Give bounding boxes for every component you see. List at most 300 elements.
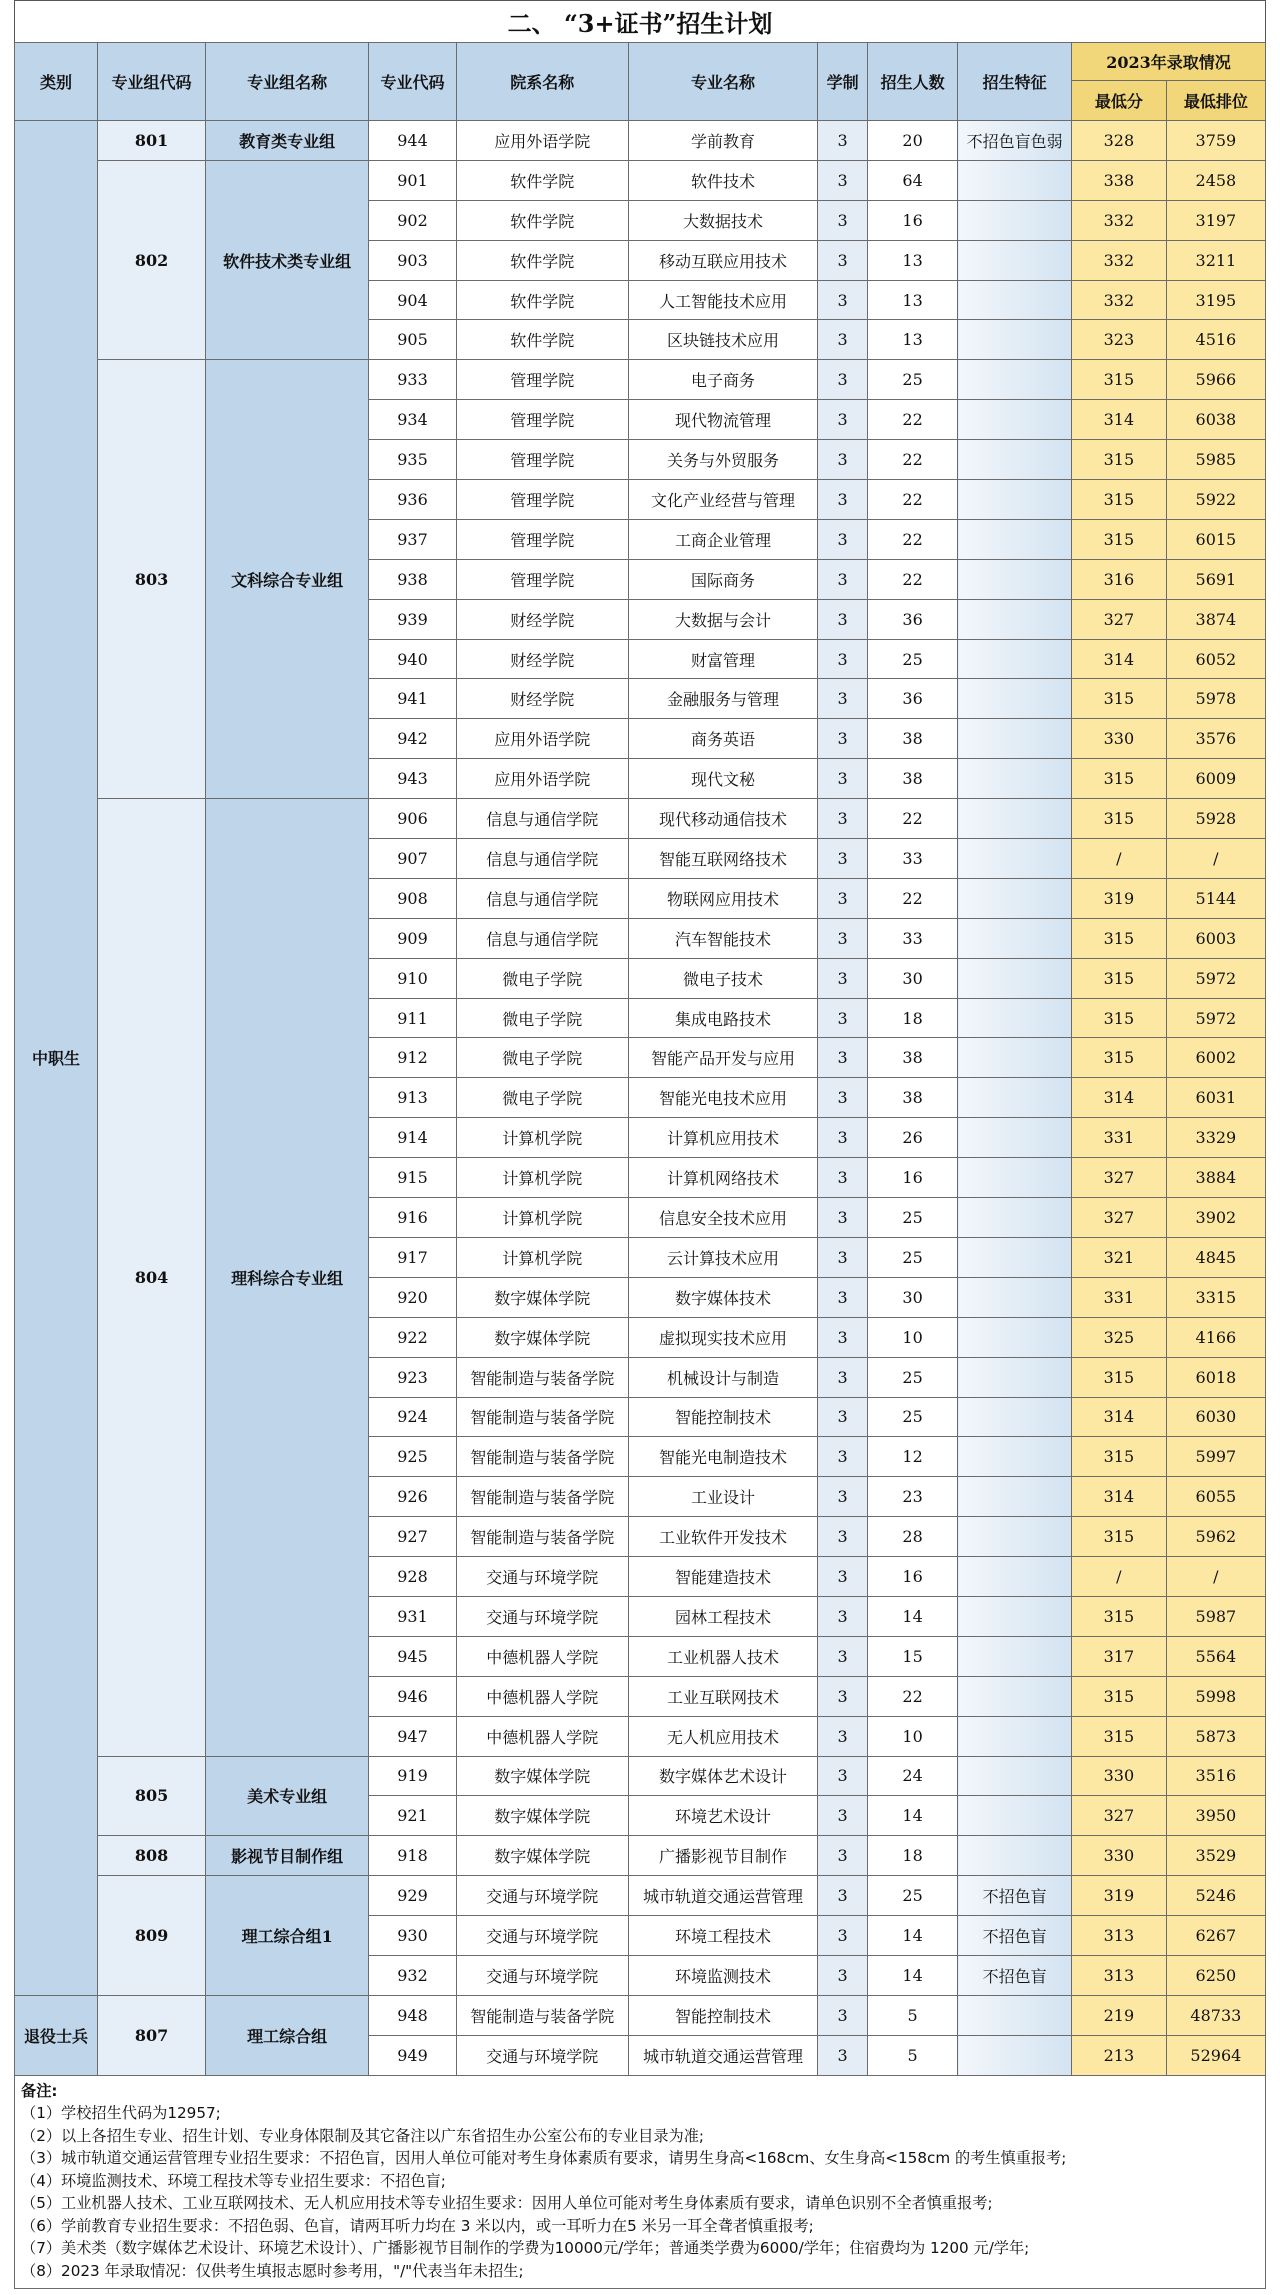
years-cell: 3 <box>818 1397 868 1437</box>
plan-cell: 14 <box>867 1916 957 1956</box>
years-cell: 3 <box>818 200 868 240</box>
major-code-cell: 931 <box>369 1596 456 1636</box>
dept-cell: 软件学院 <box>456 160 628 200</box>
dept-cell: 智能制造与装备学院 <box>456 1437 628 1477</box>
major-code-cell: 913 <box>369 1078 456 1118</box>
min-score-cell: 317 <box>1071 1636 1166 1676</box>
table-row <box>15 360 1266 400</box>
major-code-cell: 948 <box>369 1995 456 2035</box>
years-cell: 3 <box>818 599 868 639</box>
feature-cell <box>958 839 1072 879</box>
major-name-cell: 环境艺术设计 <box>628 1796 818 1836</box>
min-rank-cell: 3195 <box>1166 280 1265 320</box>
header-years: 学制 <box>818 43 868 121</box>
feature-cell <box>958 280 1072 320</box>
min-score-cell: 315 <box>1071 679 1166 719</box>
min-rank-cell: 5997 <box>1166 1437 1265 1477</box>
years-cell: 3 <box>818 958 868 998</box>
years-cell: 3 <box>818 1756 868 1796</box>
plan-cell: 14 <box>867 1596 957 1636</box>
min-rank-cell: 6250 <box>1166 1955 1265 1995</box>
plan-cell: 22 <box>867 519 957 559</box>
header-admit-2023: 2023年录取情况 <box>1071 43 1265 81</box>
min-score-cell: 213 <box>1071 2035 1166 2075</box>
table-row <box>15 160 1266 200</box>
plan-cell: 18 <box>867 998 957 1038</box>
plan-cell: 5 <box>867 2035 957 2075</box>
years-cell: 3 <box>818 1596 868 1636</box>
note-line: （2）以上各招生专业、招生计划、专业身体限制及其它备注以广东省招生办公室公布的专业目录为准; <box>21 2126 705 2145</box>
plan-cell: 15 <box>867 1636 957 1676</box>
min-rank-cell: 3576 <box>1166 719 1265 759</box>
min-score-cell: 314 <box>1071 1078 1166 1118</box>
min-score-cell: 319 <box>1071 878 1166 918</box>
header-group-name: 专业组名称 <box>205 43 368 121</box>
dept-cell: 财经学院 <box>456 639 628 679</box>
major-code-cell: 927 <box>369 1517 456 1557</box>
plan-cell: 38 <box>867 1078 957 1118</box>
major-code-cell: 910 <box>369 958 456 998</box>
min-score-cell: 315 <box>1071 998 1166 1038</box>
group-code-cell: 809 <box>98 1876 206 1996</box>
major-code-cell: 915 <box>369 1158 456 1198</box>
group-code-cell: 804 <box>98 799 206 1756</box>
feature-cell <box>958 1357 1072 1397</box>
years-cell: 3 <box>818 878 868 918</box>
group-code-cell: 808 <box>98 1836 206 1876</box>
feature-cell: 不招色盲 <box>958 1916 1072 1956</box>
feature-cell <box>958 1796 1072 1836</box>
major-name-cell: 国际商务 <box>628 559 818 599</box>
plan-cell: 13 <box>867 280 957 320</box>
major-code-cell: 923 <box>369 1357 456 1397</box>
years-cell: 3 <box>818 1836 868 1876</box>
category-cell: 中职生 <box>15 121 98 1996</box>
dept-cell: 应用外语学院 <box>456 121 628 161</box>
major-name-cell: 文化产业经营与管理 <box>628 480 818 520</box>
feature-cell <box>958 1038 1072 1078</box>
min-score-cell: 327 <box>1071 1198 1166 1238</box>
years-cell: 3 <box>818 1636 868 1676</box>
min-rank-cell: 6002 <box>1166 1038 1265 1078</box>
major-name-cell: 城市轨道交通运营管理 <box>628 2035 818 2075</box>
admission-plan-sheet <box>14 0 1266 2289</box>
min-score-cell: 328 <box>1071 121 1166 161</box>
major-name-cell: 现代文秘 <box>628 759 818 799</box>
plan-cell: 14 <box>867 1796 957 1836</box>
feature-cell <box>958 1158 1072 1198</box>
feature-cell <box>958 400 1072 440</box>
min-score-cell: 330 <box>1071 1836 1166 1876</box>
years-cell: 3 <box>818 839 868 879</box>
min-rank-cell: 6038 <box>1166 400 1265 440</box>
plan-cell: 5 <box>867 1995 957 2035</box>
major-code-cell: 917 <box>369 1237 456 1277</box>
plan-cell: 22 <box>867 878 957 918</box>
major-code-cell: 924 <box>369 1397 456 1437</box>
dept-cell: 软件学院 <box>456 280 628 320</box>
dept-cell: 微电子学院 <box>456 958 628 998</box>
feature-cell <box>958 240 1072 280</box>
min-score-cell: 332 <box>1071 200 1166 240</box>
min-rank-cell: 6003 <box>1166 918 1265 958</box>
major-code-cell: 932 <box>369 1955 456 1995</box>
major-name-cell: 微电子技术 <box>628 958 818 998</box>
table-row <box>15 1836 1266 1876</box>
years-cell: 3 <box>818 1038 868 1078</box>
min-score-cell: 338 <box>1071 160 1166 200</box>
major-code-cell: 929 <box>369 1876 456 1916</box>
major-name-cell: 智能产品开发与应用 <box>628 1038 818 1078</box>
feature-cell <box>958 200 1072 240</box>
feature-cell <box>958 1437 1072 1477</box>
major-code-cell: 934 <box>369 400 456 440</box>
dept-cell: 软件学院 <box>456 200 628 240</box>
major-name-cell: 人工智能技术应用 <box>628 280 818 320</box>
dept-cell: 应用外语学院 <box>456 719 628 759</box>
plan-cell: 13 <box>867 320 957 360</box>
feature-cell <box>958 1596 1072 1636</box>
feature-cell <box>958 2035 1072 2075</box>
major-code-cell: 922 <box>369 1317 456 1357</box>
years-cell: 3 <box>818 1557 868 1597</box>
feature-cell <box>958 1756 1072 1796</box>
feature-cell <box>958 1676 1072 1716</box>
min-rank-cell: 3197 <box>1166 200 1265 240</box>
feature-cell <box>958 160 1072 200</box>
major-name-cell: 工业设计 <box>628 1477 818 1517</box>
years-cell: 3 <box>818 679 868 719</box>
min-rank-cell: 5966 <box>1166 360 1265 400</box>
feature-cell <box>958 679 1072 719</box>
major-name-cell: 云计算技术应用 <box>628 1237 818 1277</box>
plan-cell: 25 <box>867 639 957 679</box>
feature-cell <box>958 1517 1072 1557</box>
feature-cell <box>958 1836 1072 1876</box>
group-code-cell: 805 <box>98 1756 206 1836</box>
header-feature: 招生特征 <box>958 43 1072 121</box>
major-name-cell: 物联网应用技术 <box>628 878 818 918</box>
min-rank-cell: 3211 <box>1166 240 1265 280</box>
plan-cell: 25 <box>867 1237 957 1277</box>
dept-cell: 智能制造与装备学院 <box>456 1357 628 1397</box>
major-code-cell: 926 <box>369 1477 456 1517</box>
min-rank-cell: 3874 <box>1166 599 1265 639</box>
min-score-cell: 313 <box>1071 1916 1166 1956</box>
min-score-cell: / <box>1071 1557 1166 1597</box>
min-rank-cell: 2458 <box>1166 160 1265 200</box>
min-score-cell: 316 <box>1071 559 1166 599</box>
min-score-cell: 315 <box>1071 1038 1166 1078</box>
table-row <box>15 1876 1266 1916</box>
dept-cell: 中德机器人学院 <box>456 1676 628 1716</box>
header-min-score: 最低分 <box>1071 81 1166 121</box>
feature-cell <box>958 719 1072 759</box>
years-cell: 3 <box>818 160 868 200</box>
feature-cell <box>958 599 1072 639</box>
dept-cell: 微电子学院 <box>456 1038 628 1078</box>
dept-cell: 管理学院 <box>456 480 628 520</box>
group-name-cell: 美术专业组 <box>205 1756 368 1836</box>
min-score-cell: 315 <box>1071 519 1166 559</box>
years-cell: 3 <box>818 1916 868 1956</box>
min-rank-cell: 3950 <box>1166 1796 1265 1836</box>
dept-cell: 数字媒体学院 <box>456 1796 628 1836</box>
note-line: （3）城市轨道交通运营管理专业招生要求：不招色盲，因用人单位可能对考生身体素质有要求，请男生身高<168cm、女生身高<158cm 的考生慎重报考; <box>21 2149 1067 2168</box>
feature-cell <box>958 1636 1072 1676</box>
min-score-cell: 332 <box>1071 240 1166 280</box>
plan-cell: 12 <box>867 1437 957 1477</box>
header-major-code: 专业代码 <box>369 43 456 121</box>
group-name-cell: 影视节目制作组 <box>205 1836 368 1876</box>
feature-cell <box>958 1477 1072 1517</box>
dept-cell: 交通与环境学院 <box>456 1955 628 1995</box>
min-score-cell: 219 <box>1071 1995 1166 2035</box>
min-rank-cell: 5972 <box>1166 998 1265 1038</box>
plan-cell: 25 <box>867 1876 957 1916</box>
note-line: （7）美术类（数字媒体艺术设计、环境艺术设计）、广播影视节目制作的学费为10000元/学年；普通类学费为6000/学年；住宿费均为 1200 元/学年; <box>21 2239 1030 2258</box>
min-score-cell: 330 <box>1071 1756 1166 1796</box>
header-dept: 院系名称 <box>456 43 628 121</box>
feature-cell <box>958 1078 1072 1118</box>
feature-cell <box>958 1995 1072 2035</box>
major-code-cell: 943 <box>369 759 456 799</box>
major-code-cell: 936 <box>369 480 456 520</box>
dept-cell: 财经学院 <box>456 599 628 639</box>
min-score-cell: 332 <box>1071 280 1166 320</box>
min-score-cell: 331 <box>1071 1118 1166 1158</box>
min-score-cell: 315 <box>1071 1716 1166 1756</box>
major-code-cell: 904 <box>369 280 456 320</box>
years-cell: 3 <box>818 639 868 679</box>
dept-cell: 管理学院 <box>456 559 628 599</box>
major-code-cell: 937 <box>369 519 456 559</box>
min-score-cell: 327 <box>1071 1158 1166 1198</box>
plan-cell: 10 <box>867 1716 957 1756</box>
feature-cell <box>958 1397 1072 1437</box>
major-code-cell: 903 <box>369 240 456 280</box>
years-cell: 3 <box>818 1876 868 1916</box>
years-cell: 3 <box>818 918 868 958</box>
min-rank-cell: 5987 <box>1166 1596 1265 1636</box>
major-code-cell: 942 <box>369 719 456 759</box>
major-name-cell: 智能建造技术 <box>628 1557 818 1597</box>
dept-cell: 中德机器人学院 <box>456 1716 628 1756</box>
dept-cell: 管理学院 <box>456 360 628 400</box>
dept-cell: 信息与通信学院 <box>456 839 628 879</box>
group-name-cell: 理工综合组 <box>205 1995 368 2075</box>
feature-cell <box>958 918 1072 958</box>
major-name-cell: 机械设计与制造 <box>628 1357 818 1397</box>
dept-cell: 微电子学院 <box>456 998 628 1038</box>
min-score-cell: 315 <box>1071 1437 1166 1477</box>
plan-cell: 30 <box>867 1277 957 1317</box>
major-name-cell: 移动互联应用技术 <box>628 240 818 280</box>
major-code-cell: 933 <box>369 360 456 400</box>
feature-cell <box>958 1198 1072 1238</box>
major-name-cell: 计算机网络技术 <box>628 1158 818 1198</box>
years-cell: 3 <box>818 998 868 1038</box>
major-name-cell: 智能光电制造技术 <box>628 1437 818 1477</box>
dept-cell: 计算机学院 <box>456 1237 628 1277</box>
feature-cell: 不招色盲 <box>958 1955 1072 1995</box>
major-name-cell: 现代物流管理 <box>628 400 818 440</box>
table-row <box>15 121 1266 161</box>
min-score-cell: 315 <box>1071 1676 1166 1716</box>
years-cell: 3 <box>818 400 868 440</box>
group-code-cell: 802 <box>98 160 206 359</box>
years-cell: 3 <box>818 559 868 599</box>
feature-cell <box>958 1716 1072 1756</box>
major-name-cell: 汽车智能技术 <box>628 918 818 958</box>
plan-cell: 22 <box>867 559 957 599</box>
feature-cell <box>958 480 1072 520</box>
notes-section <box>14 2076 1266 2290</box>
plan-cell: 26 <box>867 1118 957 1158</box>
years-cell: 3 <box>818 759 868 799</box>
years-cell: 3 <box>818 519 868 559</box>
notes-heading: 备注: <box>21 2081 58 2100</box>
plan-cell: 22 <box>867 440 957 480</box>
min-score-cell: 315 <box>1071 1517 1166 1557</box>
major-code-cell: 908 <box>369 878 456 918</box>
group-name-cell: 文科综合专业组 <box>205 360 368 799</box>
min-score-cell: 327 <box>1071 1796 1166 1836</box>
plan-cell: 64 <box>867 160 957 200</box>
plan-cell: 18 <box>867 1836 957 1876</box>
min-rank-cell: 6015 <box>1166 519 1265 559</box>
years-cell: 3 <box>818 1317 868 1357</box>
major-name-cell: 广播影视节目制作 <box>628 1836 818 1876</box>
dept-cell: 智能制造与装备学院 <box>456 1477 628 1517</box>
notes-list <box>21 2102 1259 2282</box>
min-score-cell: 313 <box>1071 1955 1166 1995</box>
min-score-cell: 315 <box>1071 440 1166 480</box>
major-name-cell: 大数据与会计 <box>628 599 818 639</box>
major-name-cell: 无人机应用技术 <box>628 1716 818 1756</box>
major-code-cell: 902 <box>369 200 456 240</box>
min-rank-cell: 5978 <box>1166 679 1265 719</box>
dept-cell: 管理学院 <box>456 440 628 480</box>
min-rank-cell: 5873 <box>1166 1716 1265 1756</box>
admission-plan-table <box>14 42 1266 2076</box>
min-rank-cell: 48733 <box>1166 1995 1265 2035</box>
dept-cell: 中德机器人学院 <box>456 1636 628 1676</box>
plan-cell: 38 <box>867 1038 957 1078</box>
feature-cell <box>958 958 1072 998</box>
dept-cell: 软件学院 <box>456 320 628 360</box>
major-code-cell: 938 <box>369 559 456 599</box>
min-score-cell: 321 <box>1071 1237 1166 1277</box>
major-name-cell: 智能光电技术应用 <box>628 1078 818 1118</box>
years-cell: 3 <box>818 121 868 161</box>
years-cell: 3 <box>818 1716 868 1756</box>
years-cell: 3 <box>818 1078 868 1118</box>
major-code-cell: 928 <box>369 1557 456 1597</box>
group-name-cell: 理科综合专业组 <box>205 799 368 1756</box>
major-code-cell: 925 <box>369 1437 456 1477</box>
major-name-cell: 智能控制技术 <box>628 1995 818 2035</box>
feature-cell <box>958 1277 1072 1317</box>
years-cell: 3 <box>818 360 868 400</box>
note-line: （5）工业机器人技术、工业互联网技术、无人机应用技术等专业招生要求：因用人单位可能对考生身体素质有要求，请单色识别不全者慎重报考; <box>21 2194 993 2213</box>
years-cell: 3 <box>818 1198 868 1238</box>
note-line: （8）2023 年录取情况：仅供考生填报志愿时参考用，"/"代表当年未招生; <box>21 2261 524 2280</box>
min-rank-cell: 4516 <box>1166 320 1265 360</box>
major-name-cell: 电子商务 <box>628 360 818 400</box>
table-body <box>15 121 1266 2076</box>
years-cell: 3 <box>818 1477 868 1517</box>
major-name-cell: 工业互联网技术 <box>628 1676 818 1716</box>
plan-cell: 22 <box>867 1676 957 1716</box>
plan-cell: 33 <box>867 839 957 879</box>
group-code-cell: 807 <box>98 1995 206 2075</box>
dept-cell: 交通与环境学院 <box>456 1596 628 1636</box>
plan-cell: 30 <box>867 958 957 998</box>
major-code-cell: 945 <box>369 1636 456 1676</box>
years-cell: 3 <box>818 440 868 480</box>
min-score-cell: 315 <box>1071 360 1166 400</box>
min-rank-cell: 3902 <box>1166 1198 1265 1238</box>
years-cell: 3 <box>818 240 868 280</box>
major-code-cell: 918 <box>369 1836 456 1876</box>
major-name-cell: 信息安全技术应用 <box>628 1198 818 1238</box>
min-rank-cell: 5246 <box>1166 1876 1265 1916</box>
min-rank-cell: 5691 <box>1166 559 1265 599</box>
header-group-code: 专业组代码 <box>98 43 206 121</box>
years-cell: 3 <box>818 2035 868 2075</box>
dept-cell: 软件学院 <box>456 240 628 280</box>
header-plan: 招生人数 <box>867 43 957 121</box>
plan-cell: 16 <box>867 1158 957 1198</box>
min-rank-cell: 5972 <box>1166 958 1265 998</box>
min-score-cell: 315 <box>1071 1596 1166 1636</box>
major-name-cell: 数字媒体技术 <box>628 1277 818 1317</box>
years-cell: 3 <box>818 280 868 320</box>
feature-cell <box>958 1237 1072 1277</box>
dept-cell: 数字媒体学院 <box>456 1756 628 1796</box>
dept-cell: 计算机学院 <box>456 1158 628 1198</box>
min-rank-cell: 5998 <box>1166 1676 1265 1716</box>
feature-cell <box>958 998 1072 1038</box>
min-rank-cell: 3516 <box>1166 1756 1265 1796</box>
plan-cell: 36 <box>867 599 957 639</box>
min-score-cell: 314 <box>1071 639 1166 679</box>
dept-cell: 数字媒体学院 <box>456 1317 628 1357</box>
feature-cell <box>958 519 1072 559</box>
min-rank-cell: 4845 <box>1166 1237 1265 1277</box>
min-rank-cell: / <box>1166 1557 1265 1597</box>
major-code-cell: 914 <box>369 1118 456 1158</box>
min-rank-cell: 5985 <box>1166 440 1265 480</box>
min-score-cell: 315 <box>1071 759 1166 799</box>
note-line: （6）学前教育专业招生要求：不招色弱、色盲，请两耳听力均在 3 米以内，或一耳听力在5 米另一耳全聋者慎重报考; <box>21 2216 814 2235</box>
major-code-cell: 935 <box>369 440 456 480</box>
feature-cell: 不招色盲 <box>958 1876 1072 1916</box>
plan-cell: 28 <box>867 1517 957 1557</box>
dept-cell: 交通与环境学院 <box>456 1916 628 1956</box>
major-name-cell: 数字媒体艺术设计 <box>628 1756 818 1796</box>
major-code-cell: 916 <box>369 1198 456 1238</box>
major-code-cell: 905 <box>369 320 456 360</box>
min-rank-cell: 6018 <box>1166 1357 1265 1397</box>
plan-cell: 10 <box>867 1317 957 1357</box>
min-score-cell: 315 <box>1071 918 1166 958</box>
min-score-cell: / <box>1071 839 1166 879</box>
feature-cell <box>958 639 1072 679</box>
note-line: （1）学校招生代码为12957; <box>21 2104 221 2123</box>
plan-cell: 25 <box>867 1198 957 1238</box>
